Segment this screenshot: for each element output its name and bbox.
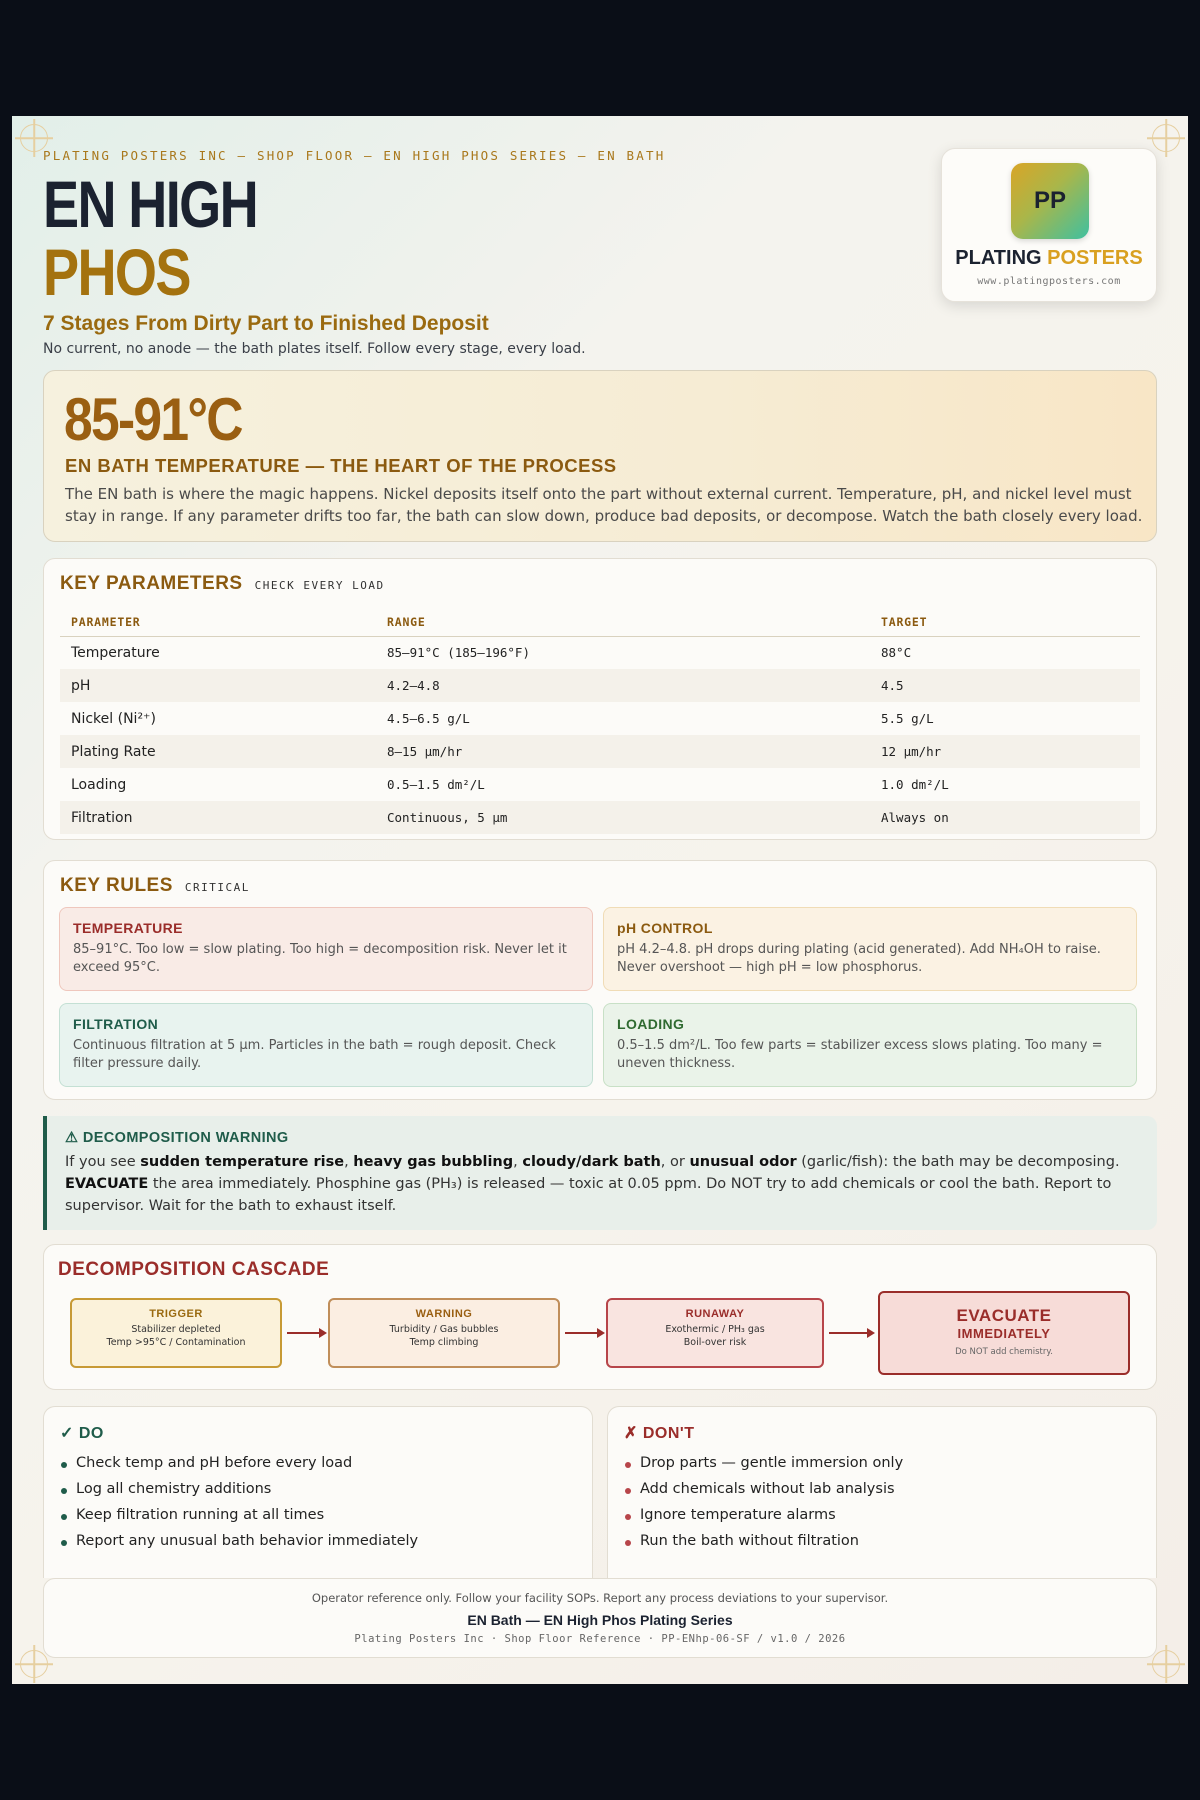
- column-header: RANGE: [376, 609, 870, 636]
- step-line: Temp >95°C / Contamination: [106, 1337, 246, 1348]
- poster: [12, 116, 1188, 1684]
- table-cell: 4.2–4.8: [376, 669, 870, 702]
- cascade-step-warning: [328, 1298, 560, 1368]
- dont-list: [625, 1455, 903, 1559]
- table-header-row: [60, 609, 1140, 636]
- parameters-table: [60, 609, 1140, 834]
- hero-temperature: 85-91°C: [64, 386, 242, 453]
- table-cell: 12 µm/hr: [870, 735, 1140, 768]
- table-cell: 88°C: [881, 645, 912, 661]
- footer: [43, 1578, 1157, 1658]
- step-line: Boil-over risk: [683, 1337, 747, 1348]
- warning-body: If you see sudden temperature rise, heavy gas bubbling, cloudy/dark bath, or unusual odor (garlic/fish): the bath may be decomposing. EVACUATE the area immediately. Phosphine gas (PH₃) is released — toxic at 0.05 ppm. Do NOT try to add chemicals or cool the bath. Report to supervisor. Wait for the bath to exhaust itself.: [65, 1154, 1120, 1214]
- table-cell: 4.5: [870, 669, 1140, 702]
- cascade-step-evacuate: [878, 1291, 1130, 1375]
- table-cell: Plating Rate: [60, 735, 376, 768]
- list-item: Report any unusual bath behavior immediately: [61, 1533, 418, 1559]
- rule-text: Continuous filtration at 5 µm. Particles in the bath = rough deposit. Check filter pressure daily.: [73, 1038, 556, 1071]
- dont-card: [607, 1406, 1157, 1578]
- cascade-card: [43, 1244, 1157, 1390]
- list-item: Run the bath without filtration: [625, 1533, 903, 1559]
- page-title: [43, 167, 258, 309]
- temperature-hero: [43, 370, 1157, 542]
- footer-title: EN Bath — EN High Phos Plating Series: [467, 1612, 733, 1628]
- step-title: TRIGGER: [149, 1308, 203, 1320]
- rule-text: pH 4.2–4.8. pH drops during plating (acid generated). Add NH₄OH to raise. Never overshoot — high pH = low phosphorus.: [617, 942, 1101, 975]
- table-cell: pH: [60, 669, 376, 702]
- parameters-subtitle: CHECK EVERY LOAD: [254, 579, 385, 592]
- hero-heading: EN BATH TEMPERATURE — THE HEART OF THE PROCESS: [65, 455, 617, 476]
- title-line-1: EN HIGH: [43, 167, 258, 241]
- dont-heading: ✗ DON'T: [624, 1425, 695, 1442]
- evacuate-label: EVACUATE: [956, 1306, 1052, 1325]
- crosshair-mark-bottom-right: [1152, 1650, 1180, 1678]
- table-cell: 0.5–1.5 dm²/L: [387, 777, 485, 792]
- logo-card: [941, 148, 1157, 302]
- table-cell: Continuous, 5 µm: [376, 801, 870, 834]
- footer-disclaimer: Operator reference only. Follow your facility SOPs. Report any process deviations to your supervisor.: [311, 1591, 889, 1605]
- list-item: Drop parts — gentle immersion only: [625, 1455, 903, 1481]
- table-cell: 5.5 g/L: [881, 711, 934, 726]
- table-row: [60, 669, 1140, 702]
- parameters-heading: [60, 573, 385, 595]
- table-row: [60, 702, 1140, 735]
- decomposition-warning: [43, 1116, 1157, 1230]
- rule-temperature: [59, 907, 593, 991]
- do-card: [43, 1406, 593, 1578]
- table-cell: Filtration: [60, 801, 376, 834]
- rule-ph-control: [603, 907, 1137, 991]
- warning-title: ⚠ DECOMPOSITION WARNING: [65, 1130, 289, 1146]
- rule-title: FILTRATION: [73, 1016, 159, 1032]
- list-item: Add chemicals without lab analysis: [625, 1481, 903, 1507]
- logo-name-part1: PLATING: [955, 247, 1042, 269]
- rule-text: 0.5–1.5 dm²/L. Too few parts = stabilizer excess slows plating. Too many = uneven thickness.: [617, 1038, 1103, 1071]
- list-item: Check temp and pH before every load: [61, 1455, 418, 1481]
- hero-body: The EN bath is where the magic happens. Nickel deposits itself onto the part without external current. Temperature, pH, and nickel level must stay in range. If any parameter drifts too far, the bath can slow down, produce bad deposits, or decompose. Watch the bath closely every load.: [65, 485, 1143, 525]
- parameters-card: [43, 558, 1157, 840]
- list-item: Log all chemistry additions: [61, 1481, 418, 1507]
- table-cell: 8–15 µm/hr: [376, 735, 870, 768]
- rule-title: TEMPERATURE: [73, 920, 183, 936]
- rules-title: KEY RULES: [60, 875, 173, 896]
- list-item: Ignore temperature alarms: [625, 1507, 903, 1533]
- rule-text: 85–91°C. Too low = slow plating. Too high = decomposition risk. Never let it exceed 95°C.: [73, 942, 567, 975]
- series-line: PLATING POSTERS INC — SHOP FLOOR — EN HIGH PHOS SERIES — EN BATH: [43, 148, 666, 163]
- crosshair-mark-top-right: [1152, 124, 1180, 152]
- footer-reference: Plating Posters Inc · Shop Floor Reference · PP-ENhp-06-SF / v1.0 / 2026: [354, 1633, 846, 1645]
- table-cell: Loading: [71, 776, 127, 793]
- logo-url: www.platingposters.com: [977, 276, 1121, 287]
- list-item: Keep filtration running at all times: [61, 1507, 418, 1533]
- rules-subtitle: CRITICAL: [184, 881, 250, 894]
- arrow-right-icon: [565, 1332, 603, 1334]
- rule-title: LOADING: [617, 1016, 685, 1032]
- title-line-2: PHOS: [43, 235, 190, 309]
- table-cell: Nickel (Ni²⁺): [71, 710, 156, 727]
- rules-heading: [60, 875, 250, 897]
- rule-filtration: [59, 1003, 593, 1087]
- evacuate-note: Do NOT add chemistry.: [955, 1347, 1053, 1357]
- cascade-step-trigger: [70, 1298, 282, 1368]
- table-cell: Temperature: [71, 644, 160, 661]
- table-cell: 1.0 dm²/L: [881, 777, 949, 792]
- column-header: TARGET: [870, 609, 1140, 636]
- arrow-right-icon: [829, 1332, 873, 1334]
- step-line: Temp climbing: [409, 1337, 479, 1348]
- cascade-heading: DECOMPOSITION CASCADE: [58, 1259, 330, 1280]
- do-heading: ✓ DO: [60, 1425, 104, 1442]
- step-title: RUNAWAY: [685, 1308, 745, 1320]
- step-title: WARNING: [415, 1308, 473, 1320]
- table-row: [60, 636, 1140, 669]
- logo-name: [942, 247, 1156, 270]
- table-cell: 4.5–6.5 g/L: [387, 711, 470, 726]
- logo-name-part2: POSTERS: [1047, 247, 1143, 269]
- rule-loading: [603, 1003, 1137, 1087]
- step-line: Turbidity / Gas bubbles: [389, 1324, 499, 1335]
- table-row: [60, 768, 1140, 801]
- column-header: PARAMETER: [60, 609, 376, 636]
- page-subtitle: 7 Stages From Dirty Part to Finished Deposit: [43, 312, 489, 335]
- table-cell: 85–91°C (185–196°F): [387, 645, 530, 661]
- crosshair-mark-bottom-left: [20, 1650, 48, 1678]
- table-row: [60, 735, 1140, 768]
- step-line: Exothermic / PH₃ gas: [665, 1324, 765, 1335]
- rules-card: [43, 860, 1157, 1100]
- do-list: [61, 1455, 418, 1559]
- arrow-right-icon: [287, 1332, 325, 1334]
- table-cell: Always on: [870, 801, 1140, 834]
- step-line: Stabilizer depleted: [131, 1324, 221, 1335]
- logo-icon: PP: [1011, 163, 1089, 239]
- tagline: No current, no anode — the bath plates itself. Follow every stage, every load.: [43, 341, 586, 357]
- evacuate-sublabel: IMMEDIATELY: [957, 1326, 1051, 1341]
- rule-title: pH CONTROL: [617, 920, 713, 936]
- table-row: [60, 801, 1140, 834]
- parameters-title: KEY PARAMETERS: [60, 573, 243, 594]
- cascade-step-runaway: [606, 1298, 824, 1368]
